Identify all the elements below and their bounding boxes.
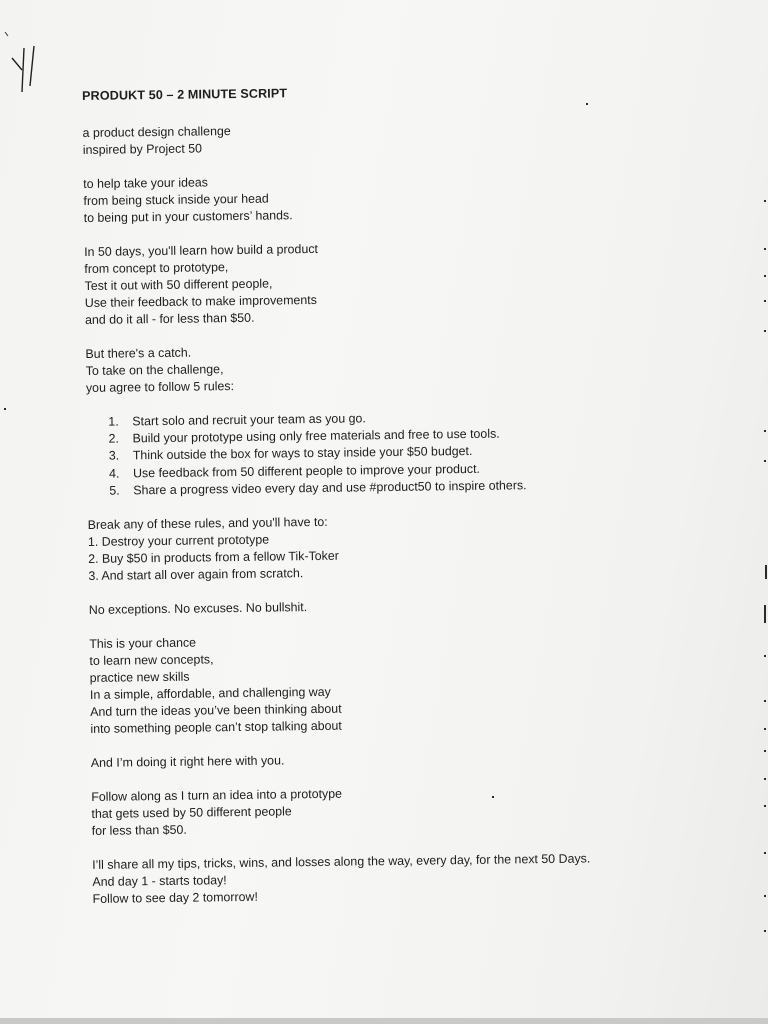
rule-text: Start solo and recruit your team as you go.: [132, 411, 366, 429]
learn-paragraph: [84, 236, 725, 329]
scan-speck: [586, 103, 588, 105]
rule-number: 3.: [108, 448, 120, 464]
text-line: from being stuck inside your head: [83, 191, 269, 208]
scan-speck: [764, 655, 766, 657]
text-line: No exceptions. No excuses. No bullshit.: [88, 600, 308, 617]
rule-number: 2.: [108, 431, 120, 446]
handwritten-mark: [4, 30, 44, 100]
no-exceptions-paragraph: [89, 594, 729, 619]
scan-speck: [764, 930, 766, 932]
rule-text: Think outside the box for ways to stay inside your $50 budget.: [132, 444, 473, 463]
scan-speck: [764, 300, 766, 302]
scan-speck: [765, 565, 767, 579]
scan-speck: [764, 330, 766, 332]
scan-speck: [764, 852, 766, 854]
text-line: Break any of these rules, and you'll have to:: [87, 514, 328, 532]
rule-text: Build your prototype using only free materials and free to use tools.: [132, 426, 500, 446]
scan-speck: [764, 895, 766, 897]
scan-speck: [764, 430, 766, 432]
text-line: into something people can’t stop talking about: [90, 718, 342, 736]
text-line: And I’m doing it right here with you.: [90, 753, 285, 770]
scan-speck: [764, 805, 766, 807]
text-line: inspired by Project 50: [82, 141, 203, 157]
text-line: And turn the ideas you’ve been thinking about: [90, 701, 342, 719]
doing-it-paragraph: [91, 747, 731, 772]
scan-speck: [764, 700, 766, 702]
text-line: I’ll share all my tips, tricks, wins, and losses along the way, every day, for the next 50 Days.: [92, 851, 591, 872]
rules-list: [108, 406, 727, 500]
text-line: a product design challenge: [82, 124, 231, 140]
text-line: from concept to prototype,: [84, 260, 229, 276]
text-line: Follow along as I turn an idea into a prototype: [91, 786, 343, 804]
closing-paragraph: [92, 849, 733, 908]
text-line: This is your chance: [89, 635, 197, 651]
page-title: PRODUKT 50 – 2 MINUTE SCRIPT: [82, 86, 288, 103]
scan-speck: [492, 796, 494, 798]
text-line: Follow to see day 2 tomorrow!: [92, 889, 258, 906]
scan-speck: [764, 605, 766, 623]
text-line: To take on the challenge,: [85, 362, 224, 378]
scan-speck: [4, 408, 6, 410]
text-line: In a simple, affordable, and challenging way: [89, 684, 331, 702]
follow-paragraph: [91, 781, 732, 840]
text-line: Test it out with 50 different people,: [84, 276, 273, 293]
text-line: to being put in your customers’ hands.: [83, 208, 293, 225]
rule-number: 4.: [108, 466, 120, 481]
scan-speck: [764, 275, 766, 277]
scan-bottom-edge: [0, 1018, 768, 1024]
text-line: you agree to follow 5 rules:: [85, 379, 235, 395]
rule-text: Share a progress video every day and use #product50 to inspire others.: [133, 478, 527, 498]
chance-paragraph: [89, 628, 730, 738]
rule-number: 5.: [109, 483, 120, 498]
script-text: [82, 80, 733, 925]
text-line: and do it all - for less than $50.: [84, 310, 255, 327]
scan-speck: [764, 248, 766, 250]
rule-text: Use feedback from 50 different people to improve your product.: [132, 461, 481, 480]
text-line: 3. And start all over again from scratch.: [88, 566, 304, 583]
text-line: But there's a catch.: [85, 345, 192, 361]
scan-speck: [764, 460, 766, 462]
text-line: that gets used by 50 different people: [91, 804, 292, 821]
text-line: 2. Buy $50 in products from a fellow Tik-Toker: [88, 548, 339, 566]
text-line: practice new skills: [89, 669, 190, 685]
catch-paragraph: [85, 338, 726, 397]
text-line: to learn new concepts,: [89, 652, 214, 668]
scan-speck: [764, 778, 766, 780]
scan-speck: [764, 728, 766, 730]
text-line: for less than $50.: [91, 822, 187, 838]
text-line: Use their feedback to make improvements: [84, 292, 317, 310]
penalty-paragraph: [88, 509, 729, 585]
scan-speck: [764, 750, 766, 752]
text-line: In 50 days, you'll learn how build a product: [84, 241, 319, 259]
text-line: to help take your ideas: [83, 175, 209, 191]
text-line: And day 1 - starts today!: [92, 873, 227, 889]
text-line: 1. Destroy your current prototype: [87, 532, 270, 549]
scan-speck: [764, 200, 766, 202]
rule-number: 1.: [108, 414, 119, 429]
purpose-paragraph: [83, 168, 724, 227]
intro-paragraph: [82, 117, 722, 159]
